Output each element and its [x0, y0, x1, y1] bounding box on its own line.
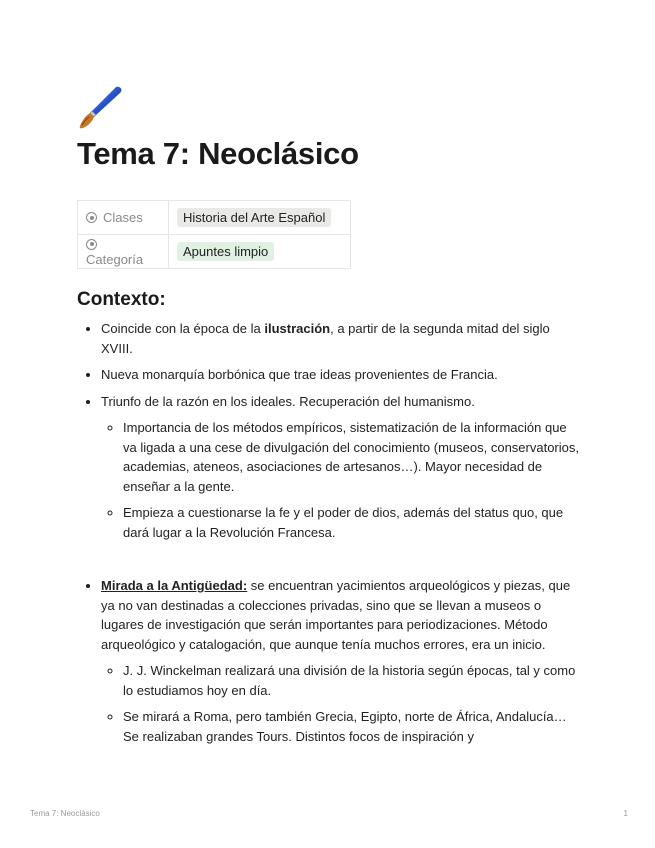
property-row-categoria: [78, 235, 351, 269]
sub-list-item: ◦ Empieza a cuestionarse la fe y el poder de dios, además del status quo, que dará lugar a la Revolución Francesa.: [123, 503, 582, 542]
underlined-label: Mirada a la Antigüedad:: [101, 578, 248, 593]
list-item: [101, 576, 582, 746]
list-item: [101, 319, 582, 358]
footer-title: Tema 7: Neoclásico: [30, 809, 100, 818]
property-key-label: Clases: [103, 210, 143, 225]
sub-list-item: ◦ Se mirará a Roma, pero también Grecia, Egipto, norte de África, Andalucía… Se realizaban grandes Tours. Distintos focos de inspiración y: [123, 707, 582, 746]
list-item: [101, 392, 582, 543]
list-item-text: Coincide con la época de la: [101, 321, 265, 336]
section-heading: Contexto:: [77, 289, 166, 310]
sub-list-item: ◦ Importancia de los métodos empíricos, sistematización de la información que va ligada a una cese de divulgación del conocimiento (museos, conservatorios, academias, ateneos, asociaciones de artesanos…). Mayor necesidad de enseñar a la gente.: [123, 418, 582, 496]
content-body: [77, 319, 582, 753]
sub-bullet-list: [101, 661, 582, 746]
tag-clases[interactable]: Historia del Arte Español: [177, 208, 331, 227]
sub-bullet-list: [101, 418, 582, 542]
list-item-text: se encuentran yacimientos arqueológicos y piezas, que ya no van destinadas a colecciones privadas, sino que se llevan a museos o lugares de investigación que serán importantes para periodizaciones. Método arqueológico y catalogación, que aunque tenía muchos errores, era un inicio.: [101, 578, 571, 652]
property-key: [78, 235, 169, 269]
property-key-label: Categoría: [86, 251, 144, 267]
bullet-list: [77, 319, 582, 746]
property-value[interactable]: [169, 235, 351, 269]
properties-table: [77, 200, 351, 269]
property-key: [78, 201, 169, 235]
paintbrush-icon: [76, 84, 124, 132]
list-item-text: Triunfo de la razón en los ideales. Recuperación del humanismo.: [101, 393, 475, 409]
property-row-clases: [78, 201, 351, 235]
page-title: Tema 7: Neoclásico: [77, 136, 359, 171]
property-icon: [86, 212, 97, 223]
list-item: • Nueva monarquía borbónica que trae ideas provenientes de Francia.: [101, 365, 582, 385]
page-number: 1: [623, 809, 628, 818]
property-value[interactable]: [169, 201, 351, 235]
list-item-text: , a partir de la segunda mitad del siglo XVIII.: [101, 321, 550, 356]
tag-categoria[interactable]: Apuntes limpio: [177, 242, 274, 261]
sub-list-item: ◦ J. J. Winckelman realizará una división de la historia según épocas, tal y como lo estudiamos hoy en día.: [123, 661, 582, 700]
property-icon: [86, 239, 97, 250]
bold-text: ilustración: [264, 321, 331, 336]
